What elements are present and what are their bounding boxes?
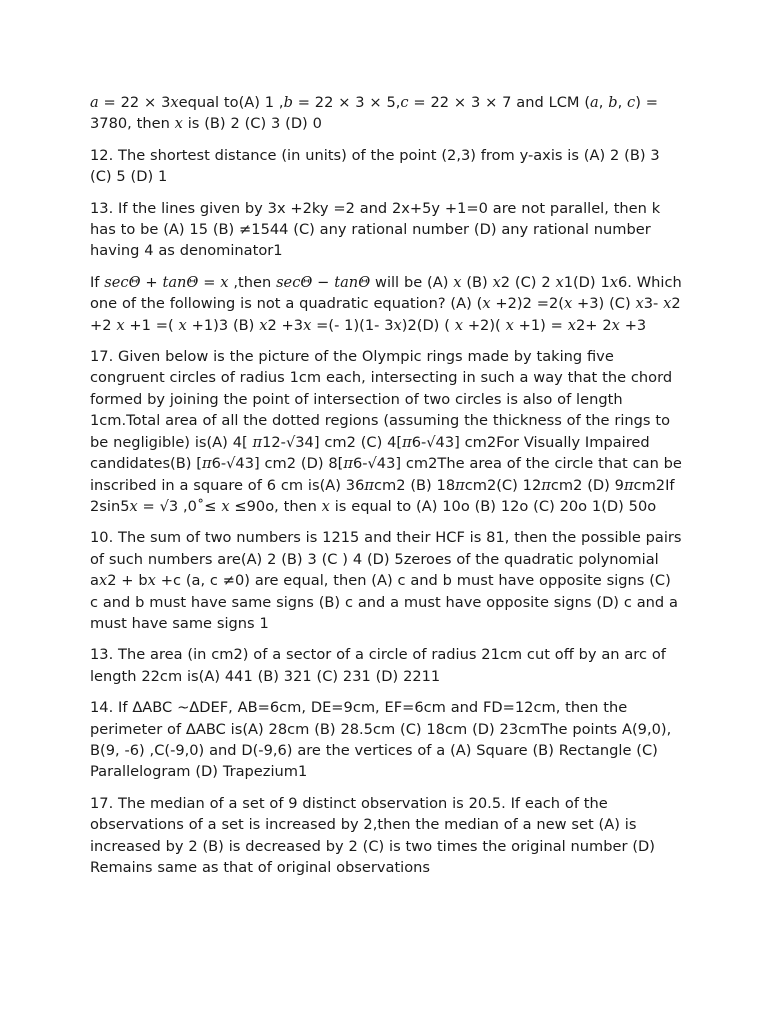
text-run: cm2If 2sin5 (90, 476, 675, 515)
text-run: 12. The shortest distance (in units) of the point (2,3) from y-axis is (A) 2 (B) 3 (C) 5 (D) 1 (90, 146, 660, 186)
text-run: +3 (619, 316, 647, 334)
text-run: will be (A) (370, 273, 454, 291)
text-run: is (B) 2 (C) 3 (D) 0 (182, 115, 322, 133)
math-symbol: b (608, 94, 618, 111)
text-run: 2 + b (107, 572, 148, 590)
math-symbol: x (563, 295, 573, 313)
math-symbol: π (252, 433, 263, 451)
math-symbol: x (492, 273, 501, 291)
math-symbol: secΘ (276, 273, 313, 291)
math-symbol: x (482, 295, 491, 313)
text-run: 6-√43] cm2For Visually Impaired candidates(B) [ (90, 433, 650, 473)
text-run: , (598, 94, 609, 111)
text-run: +1) = (513, 316, 568, 334)
math-symbol: x (303, 316, 312, 334)
math-symbol: π (201, 455, 212, 473)
text-run: 2 +3 (267, 316, 304, 334)
text-run: cm2(C) 12 (464, 476, 542, 494)
text-run: ) = 3780, then (90, 94, 658, 133)
math-symbol: b (283, 94, 293, 111)
question-paragraph (90, 793, 682, 879)
math-symbol: x (555, 273, 564, 291)
text-run: 10. The sum of two numbers is 1215 and their HCF is 81, then the possible pairs of such numbers are(A) 2 (B) 3 (C ) 4 (D) 5zeroes of the quadratic polynomial a (90, 529, 682, 590)
text-run: 3- (643, 295, 664, 313)
text-run: +1)3 (B) (186, 316, 260, 334)
text-run: equal to(A) 1 , (178, 94, 284, 111)
text-run: +3) (C) (572, 295, 636, 313)
text-run: = (198, 273, 221, 291)
text-run: 6. Which one of the following is not a quadratic equation? (A) ( (90, 273, 682, 313)
math-symbol: x (393, 316, 402, 334)
text-run: 2 (C) 2 (500, 273, 556, 291)
math-symbol: x (663, 295, 672, 313)
text-run: = 22 × 3 × 5, (292, 94, 401, 111)
text-run: If (90, 273, 105, 291)
text-run: 13. The area (in cm2) of a sector of a circle of radius 21cm cut off by an arc of length 22cm is(A) 441 (B) 321 (C) 231 (D) 2211 (90, 646, 666, 685)
math-symbol: a (590, 94, 599, 111)
question-paragraph (90, 527, 682, 634)
text-run: 13. If the lines given by 3x +2ky =2 and 2x+5y +1=0 are not parallel, then k has to be (A) 15 (B) ≠1544 (C) any rational number (D) any rational number having 4 as denominator1 (90, 199, 661, 260)
text-run: 17. The median of a set of 9 distinct observation is 20.5. If each of the observations of a set is increased by 2,then the median of a new set (A) is increased by 2 (B) is decreased by 2 (C) is two times the original number (D) Remains same as that of original observations (90, 794, 655, 876)
math-symbol: x (609, 273, 618, 291)
math-symbol: x (178, 316, 187, 334)
math-symbol: c (400, 94, 409, 111)
text-run: 2+ 2 (575, 316, 612, 334)
text-run: cm2 (B) 18 (373, 476, 456, 494)
text-run: +2)( (462, 316, 506, 334)
text-run: 6-√43] cm2The area of the circle that can be inscribed in a square of 6 cm is(A) 36 (90, 455, 682, 494)
math-symbol: tanΘ (162, 273, 199, 291)
text-run: (B) (461, 273, 493, 291)
math-symbol: x (505, 316, 514, 334)
text-run: , (617, 94, 628, 111)
text-run: = √3 ,0˚≤ (137, 497, 222, 515)
math-symbol: x (635, 295, 644, 313)
math-symbol: c (627, 94, 636, 111)
question-paragraph (90, 198, 682, 262)
math-symbol: x (259, 316, 268, 334)
math-symbol: π (402, 433, 412, 451)
text-run: +2)2 =2( (490, 295, 564, 313)
text-run: +c (a, c ≠0) are equal, then (A) c and b must have opposite signs (C) c and b must have same signs (B) c and a must have opposite signs (D) c and a must have same signs 1 (90, 572, 678, 632)
text-run: 12-√34] cm2 (C) 4[ (262, 433, 403, 451)
text-run: 14. If ΔABC ~ΔDEF, AB=6cm, DE=9cm, EF=6cm and FD=12cm, then the perimeter of ΔABC is(A) 28cm (B) 28.5cm (C) 18cm (D) 23cmThe points A(9,0), B(9, -6) ,C(-9,0) and D(-9,6) are the vertices of a (A) Square (B) Rectangle (C) Parallelogram (D) Trapezium1 (90, 699, 672, 781)
text-run: 1(D) 1 (563, 273, 610, 291)
text-run: is equal to (A) 10o (B) 12o (C) 20o 1(D) 50o (329, 497, 657, 515)
question-paragraph (90, 644, 682, 687)
text-run: 6-√43] cm2 (D) 8[ (211, 455, 344, 473)
math-symbol: x (221, 497, 230, 515)
text-run: =(- 1)(1- 3 (311, 316, 394, 334)
text-run: ,then (228, 273, 277, 291)
text-run: − (312, 273, 335, 291)
math-symbol: tanΘ (334, 273, 371, 291)
math-symbol: π (623, 476, 634, 494)
math-symbol: x (147, 572, 156, 590)
math-symbol: x (129, 497, 138, 515)
text-run: )2(D) ( (401, 316, 455, 334)
question-paragraph (90, 272, 682, 336)
math-symbol: π (343, 455, 353, 473)
math-symbol: x (220, 273, 229, 291)
text-run: 2 +2 (90, 295, 681, 334)
math-symbol: a (90, 94, 99, 111)
document-page (90, 92, 682, 888)
math-symbol: π (541, 476, 551, 494)
question-paragraph (90, 697, 682, 783)
math-symbol: π (364, 476, 374, 494)
math-symbol: x (98, 572, 108, 590)
math-symbol: x (611, 316, 620, 334)
question-paragraph (90, 145, 682, 188)
text-run: ≤90o, then (229, 497, 322, 515)
math-symbol: x (321, 497, 330, 515)
text-run: = 22 × 3 (98, 94, 171, 111)
text-run: + (140, 273, 163, 291)
math-symbol: x (116, 316, 125, 334)
math-symbol: x (453, 273, 462, 291)
question-paragraph (90, 92, 682, 135)
text-run: cm2 (D) 9 (550, 476, 624, 494)
text-run: 17. Given below is the picture of the Olympic rings made by taking five congruent circles of radius 1cm each, intersecting in such a way that the chord formed by joining the point of intersection of two circles is also of length 1cm.Total area of all the dotted regions (assuming the thickness of the rings to be negligible) is(A) 4[ (90, 348, 673, 451)
question-paragraph (90, 346, 682, 517)
math-symbol: x (454, 316, 463, 334)
math-symbol: x (567, 316, 576, 334)
math-symbol: x (170, 94, 179, 111)
math-symbol: x (174, 115, 183, 133)
text-run: +1 =( (124, 316, 179, 334)
math-symbol: π (455, 476, 465, 494)
text-run: = 22 × 3 × 7 and LCM ( (408, 94, 591, 111)
math-symbol: secΘ (104, 273, 141, 291)
